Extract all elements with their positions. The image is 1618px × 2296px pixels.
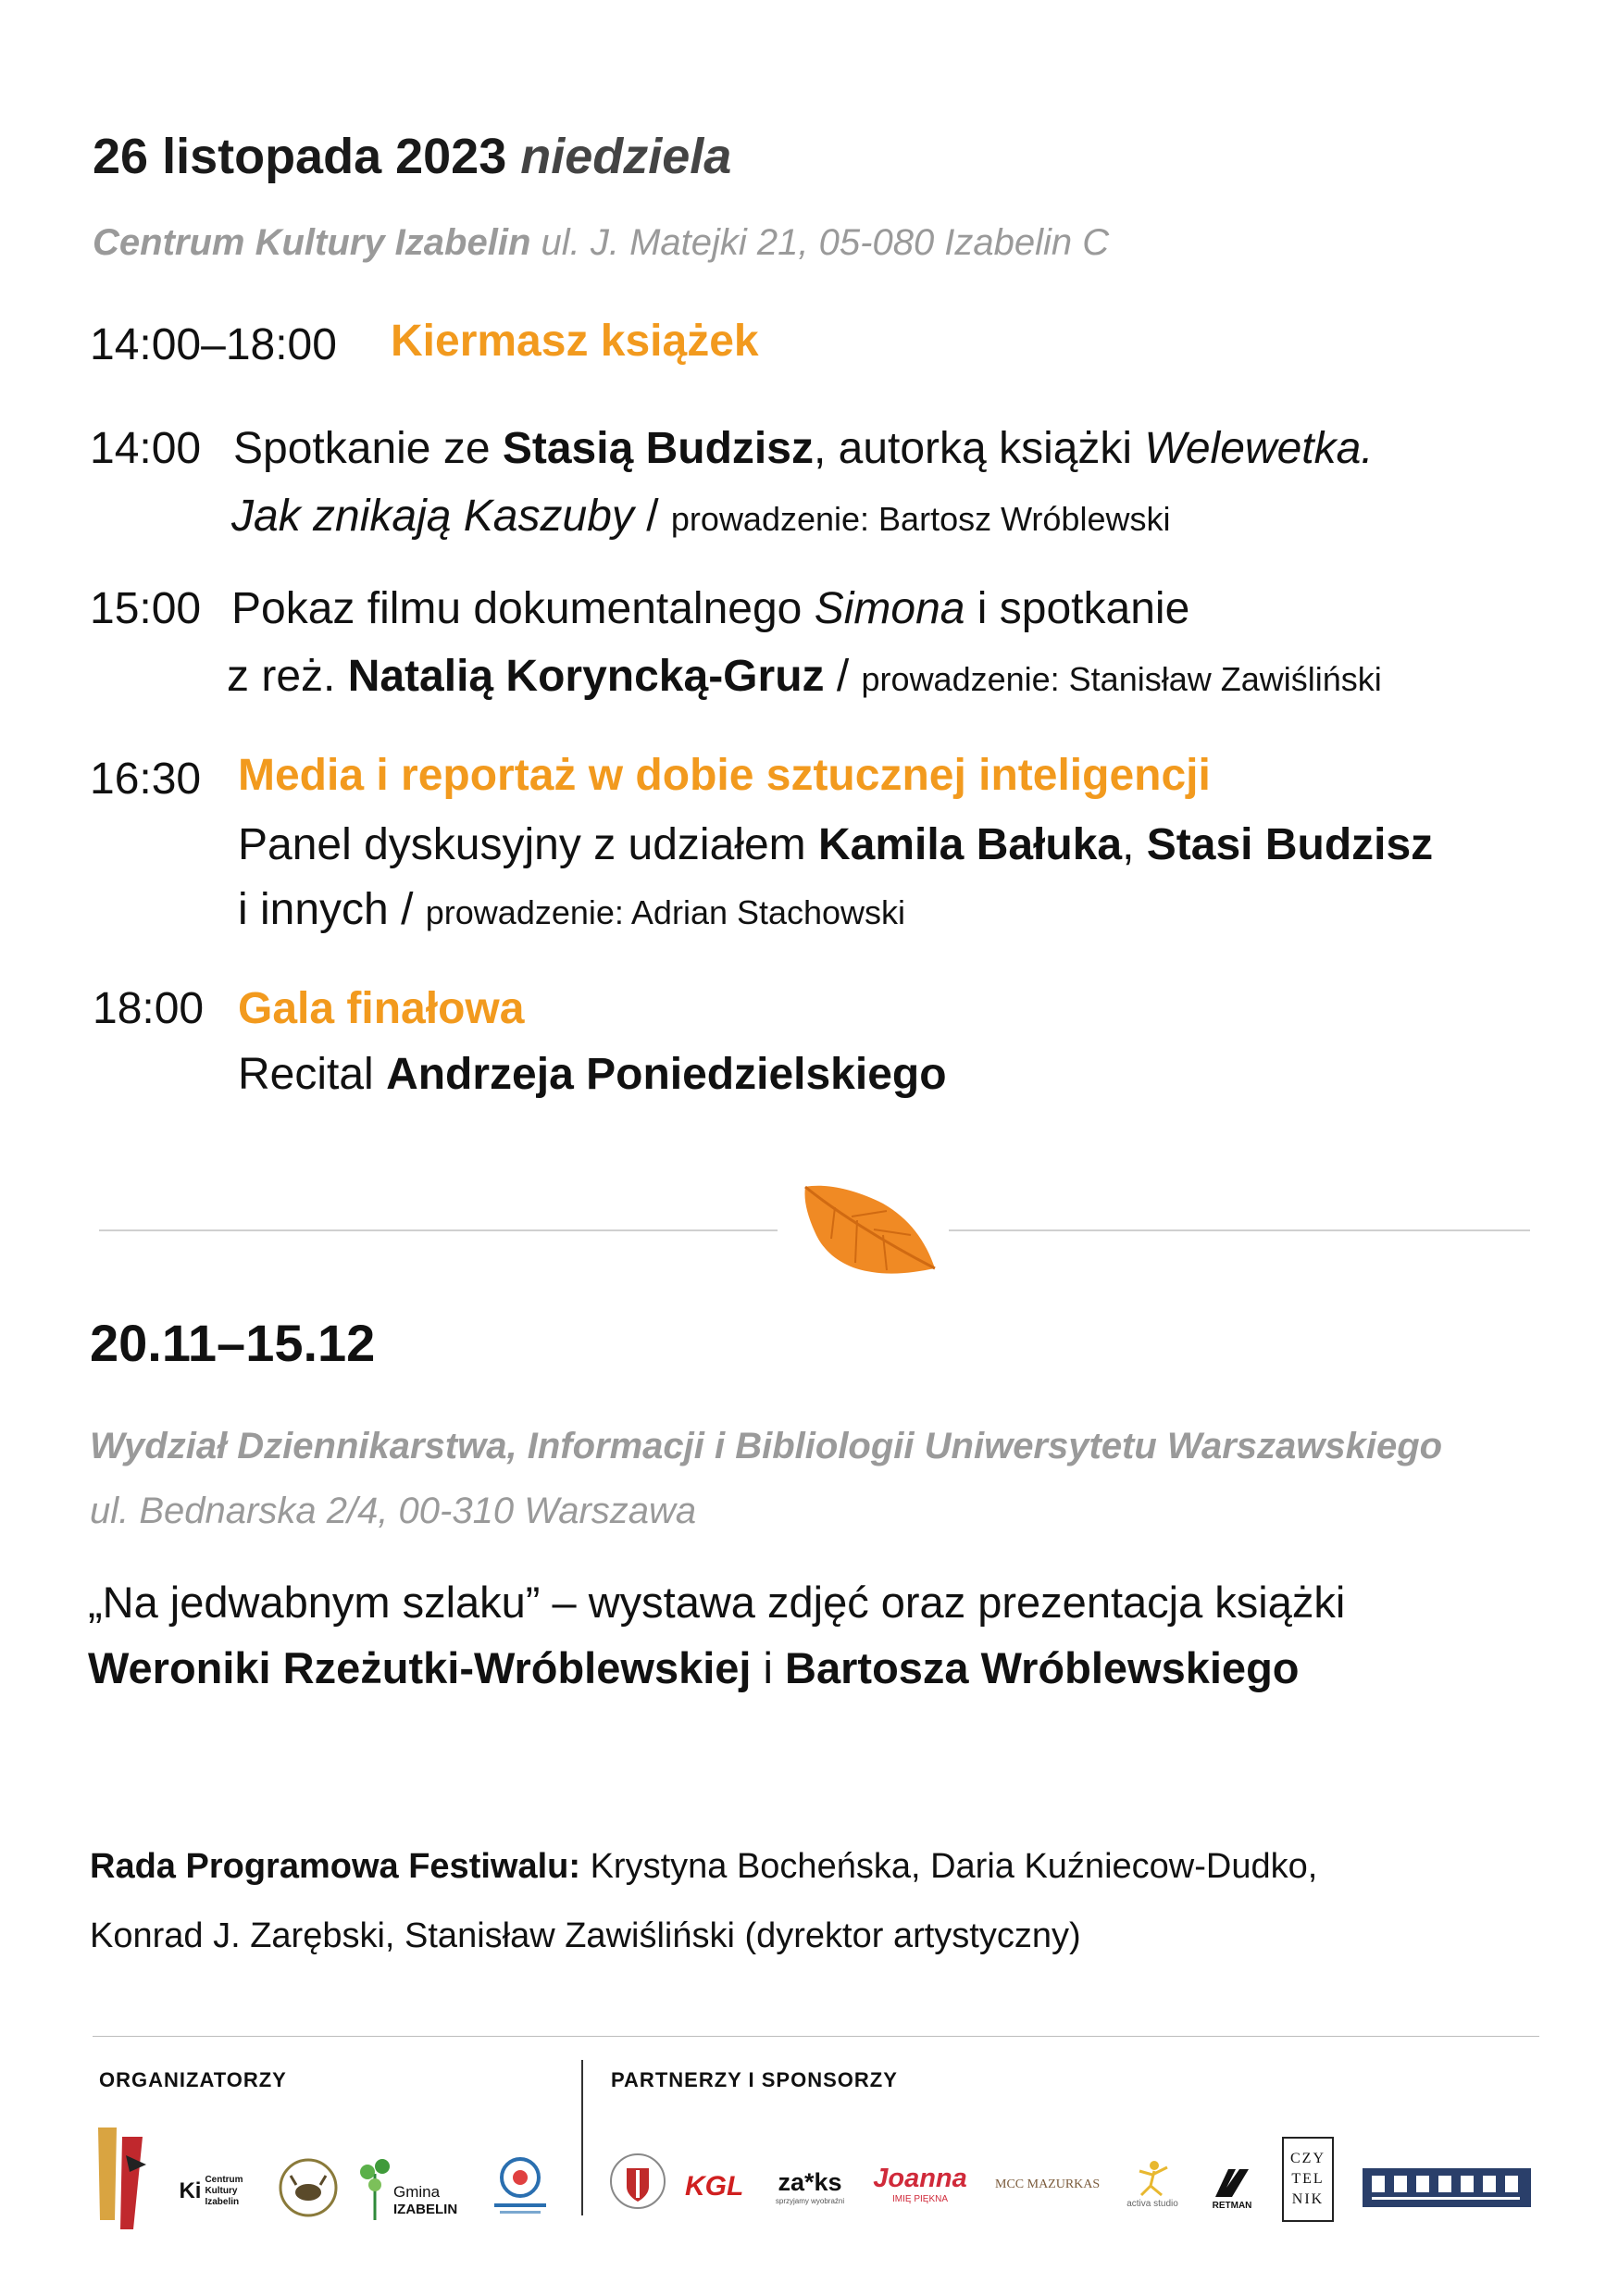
zaiks-subtitle: sprzyjamy wyobraźni <box>775 2197 845 2205</box>
activa-studio-logo <box>1120 2146 1185 2220</box>
event-3-guest-2: Stasi Budzisz <box>1146 820 1434 869</box>
exhibition-dates: 20.11–15.12 <box>90 1314 376 1372</box>
exhibition-description: „Na jedwabnym szlaku” – wystawa zdjęć oraz prezentacja książki <box>88 1578 1346 1627</box>
event-1-pre: Spotkanie ze <box>233 424 503 473</box>
event-2-post: i spotkanie <box>965 584 1190 633</box>
zaiks-logo <box>770 2160 850 2214</box>
organizers-label: ORGANIZATORZY <box>99 2068 287 2091</box>
council-label: Rada Programowa Festiwalu: <box>90 1847 581 1886</box>
fair-title: Kiermasz książek <box>391 317 759 366</box>
exhibition-author-2: Bartosza Wróblewskiego <box>785 1643 1300 1692</box>
event-4-line-2 <box>238 1049 947 1100</box>
event-1-mid: , autorką książki <box>813 424 1145 473</box>
mazurkas-logo: MCC MAZURKAS <box>995 2177 1101 2191</box>
council-line-1 <box>90 1847 1317 1887</box>
powiat-crest-logo-icon <box>609 2148 666 2215</box>
retman-logo <box>1206 2157 1258 2218</box>
exhibition-venue-name <box>90 1426 1442 1467</box>
footer-divider <box>93 2036 1539 2037</box>
event-3-line-2 <box>238 819 1433 870</box>
leaf-icon <box>798 1183 937 1285</box>
event-date: 26 listopada 2023 <box>93 129 507 184</box>
event-3-slash: / <box>388 885 426 934</box>
retman-text: RETMAN <box>1212 2200 1252 2211</box>
event-4-pre: Recital <box>238 1050 387 1099</box>
event-3-host: prowadzenie: Adrian Stachowski <box>425 893 906 931</box>
event-2-pre2: z reż. <box>227 652 348 701</box>
event-2-time: 15:00 <box>90 584 202 633</box>
event-2-line-2 <box>227 651 1382 702</box>
exhibition-author-1: Weroniki Rzeżutki-Wróblewskiej <box>88 1643 752 1692</box>
event-1-guest: Stasią Budzisz <box>502 424 814 473</box>
joanna-logo <box>868 2155 972 2213</box>
event-1-line-2 <box>231 491 1170 542</box>
event-2-host: prowadzenie: Stanisław Zawiśliński <box>861 660 1382 698</box>
event-2-guest: Natalią Koryncką-Gruz <box>347 652 825 701</box>
footer-vertical-divider <box>581 2060 583 2215</box>
exhibition-venue-address: ul. Bednarska 2/4, 00-310 Warszawa <box>90 1491 697 1531</box>
divider-right <box>949 1229 1530 1231</box>
venue-name: Centrum Kultury Izabelin <box>93 222 531 263</box>
activa-dancer-icon <box>1134 2158 1171 2199</box>
event-3-title: Media i reportaż w dobie sztucznej inteligencji <box>238 751 1211 800</box>
czytelnik-logo <box>1282 2137 1334 2222</box>
council-members-1: Krystyna Bocheńska, Daria Kuźniecow-Dudko, <box>580 1847 1318 1886</box>
event-1-line-1 <box>233 423 1374 474</box>
event-2-slash: / <box>824 652 862 701</box>
event-3-time: 16:30 <box>90 755 202 804</box>
partners-label: PARTNERZY I SPONSORZY <box>611 2068 898 2091</box>
venue-line <box>93 222 1109 264</box>
event-4-guest: Andrzeja Poniedzielskiego <box>386 1050 947 1099</box>
czytelnik-text: CZYTELNIK <box>1290 2151 1326 2207</box>
event-1-book-part-2: Jak znikają Kaszuby <box>231 492 634 541</box>
ck-line-1: Centrum <box>205 2175 243 2185</box>
event-4-title: Gala finałowa <box>238 984 525 1033</box>
divider-left <box>99 1229 778 1231</box>
exhibition-venue-name-text: Wydział Dziennikarstwa, Informacji i Bibliologii Uniwersytetu Warszawskiego <box>90 1426 1443 1466</box>
event-1-slash: / <box>633 492 671 541</box>
centrum-kultury-logo <box>165 2169 257 2214</box>
gmina-tree-icon <box>356 2155 393 2220</box>
page-title <box>93 128 731 185</box>
event-3-tail: i innych <box>238 885 389 934</box>
gmina-izabelin-logo <box>393 2178 458 2221</box>
event-3-line-3 <box>238 884 905 935</box>
ck-line-2: Kultury <box>205 2186 238 2196</box>
event-1-book-part-1: Welewetka. <box>1144 424 1374 473</box>
ck-line-3: Izabelin <box>205 2197 240 2207</box>
joanna-text: Joanna <box>873 2164 967 2193</box>
event-weekday: niedziela <box>520 129 732 184</box>
venue-address: ul. J. Matejki 21, 05-080 Izabelin C <box>541 222 1110 263</box>
council-line-2: Konrad J. Zarębski, Stanisław Zawiśliński (dyrektor artystyczny) <box>90 1916 1081 1955</box>
event-3-pre: Panel dyskusyjny z udziałem <box>238 820 818 869</box>
event-4-time: 18:00 <box>93 984 205 1033</box>
zaiks-text: za*ks <box>778 2168 842 2196</box>
gmina-text: Gmina <box>393 2182 441 2201</box>
university-faculty-logo-icon <box>483 2150 557 2224</box>
activa-text: activa studio <box>1126 2198 1178 2209</box>
event-3-comma: , <box>1122 820 1147 869</box>
event-2-pre: Pokaz filmu dokumentalnego <box>231 584 815 633</box>
retman-mark-icon <box>1212 2165 1252 2201</box>
kampinos-park-logo-icon <box>278 2157 339 2218</box>
joanna-subtitle: IMIĘ PIĘKNA <box>891 2194 948 2204</box>
fair-time: 14:00–18:00 <box>90 320 337 369</box>
ck-mark: Ki <box>179 2178 202 2203</box>
wydawnictwa-poznanskie-logo-icon <box>1363 2168 1531 2207</box>
izabelin-text: IZABELIN <box>393 2201 458 2217</box>
event-3-guest-1: Kamila Bałuka <box>817 820 1123 869</box>
kgl-logo: KGL <box>685 2171 744 2202</box>
festival-logo-icon <box>89 2128 154 2229</box>
event-2-film: Simona <box>814 584 965 633</box>
exhibition-authors <box>88 1642 1300 1693</box>
exhibition-and: i <box>751 1643 786 1692</box>
event-1-host: prowadzenie: Bartosz Wróblewski <box>670 500 1171 538</box>
event-2-line-1 <box>231 583 1189 634</box>
event-1-time: 14:00 <box>90 424 202 473</box>
